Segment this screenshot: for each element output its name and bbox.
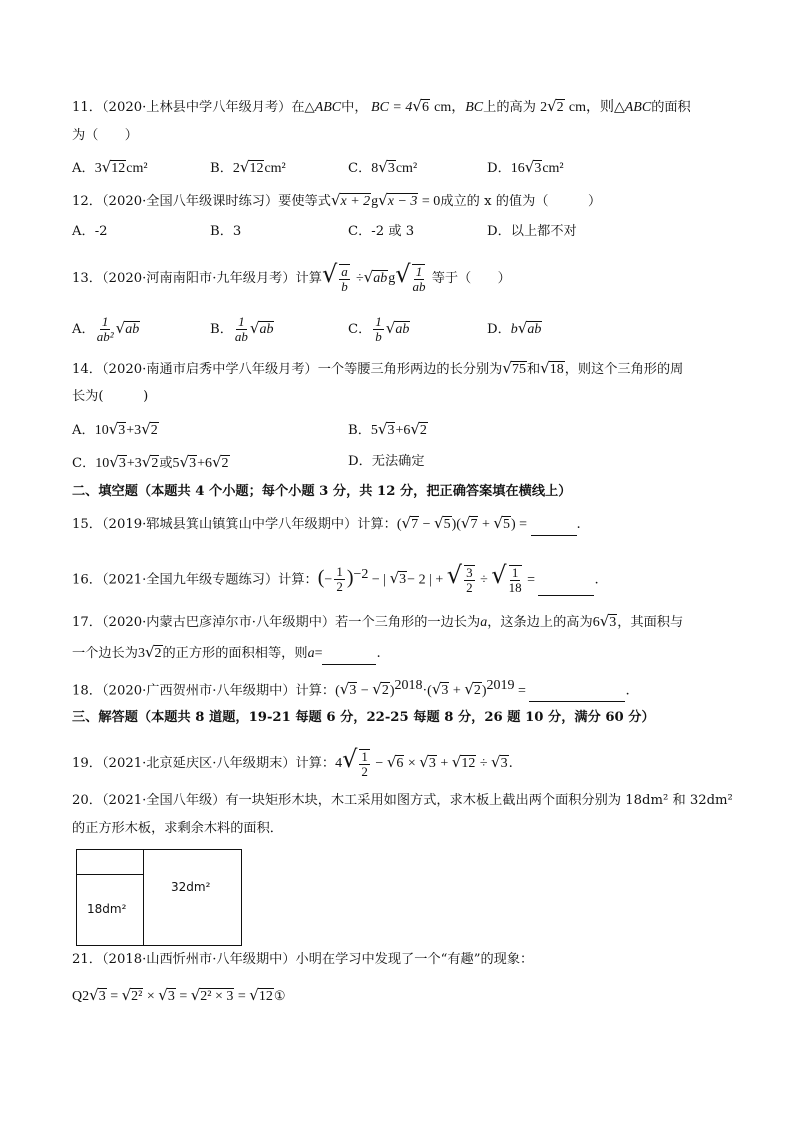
section-3-heading: 三、解答题（本题共 8 道题，19-21 每题 6 分，22-25 每题 8 分，26 题 10 分，满分 60 分） [72, 710, 655, 725]
question-16: 16．（2021·全国九年级专题练习）计算：(− $\frac{1}{2}$ )$^{-2}$ − | √3− 2 | + √ $\frac{3}{2}$ ÷ √ $\frac{1}{18}$ = . [72, 561, 599, 595]
question-18: 18．（2020·广西贺州市·八年级期中）计算：$(√3 - √2)^{2018}\cdot(√3 + √2)^{2019}$ = . [72, 676, 630, 702]
q12-option-a: A．-2 [72, 224, 108, 239]
question-17-line1: 17．（2020·内蒙古巴彦淖尔市·八年级期中）若一个三角形的一边长为a，这条边上的高为6√3，其面积与 [72, 612, 684, 630]
figure-divider-vertical [143, 850, 144, 945]
section-2-heading: 二、填空题（本题共 4 个小题；每个小题 3 分，共 12 分，把正确答案填在横线上） [72, 484, 572, 499]
question-20-line2: 的正方形木板，求剩余木料的面积． [72, 821, 283, 836]
question-15: 15．（2019·郓城县箕山镇箕山中学八年级期中）计算：(√7 − √5)(√7 + √5) = . [72, 513, 581, 536]
q11-option-a: A．3√12cm² [72, 158, 148, 176]
q12-option-b: B．3 [210, 224, 242, 239]
question-20-line1: 20．（2021·全国八年级）有一块矩形木块，木工采用如图方式，求木板上截出两个面积分别为 18dm² 和 32dm² [72, 793, 733, 808]
question-13-stem: 13．（2020·河南南阳市·九年级月考）计算√ $\frac{a}{b}$ ÷√abg√ $\frac{1}{ab}$ 等于（ ） [72, 260, 511, 294]
question-17-line2: 一个边长为3√2的正方形的面积相等，则a= . [72, 642, 381, 665]
question-11-stem: 11．（2020·上林县中学八年级月考）在△ABC中， BC = 4√6 cm，BC上的高为 2√2 cm，则△ABC的面积 [72, 97, 691, 115]
question-21-line1: 21．（2018·山西忻州市·八年级期中）小明在学习中发现了一个“有趣”的现象： [72, 952, 534, 967]
question-14-stem-line2: 长为( ) [72, 389, 149, 404]
q11-option-b: B．2√12cm² [210, 158, 286, 176]
question-14-stem: 14．（2020·南通市启秀中学八年级月考）一个等腰三角形两边的长分别为√75和√18，则这个三角形的周 [72, 359, 684, 377]
figure-label-18dm2: 18dm² [87, 902, 127, 916]
q14-option-a: A．10√3+3√2 [72, 420, 158, 438]
q14-option-b: B．5√3+6√2 [348, 420, 427, 438]
question-11-stem-line2: 为（ ） [72, 128, 138, 143]
q13-option-b: B． $\frac{1}{ab}$ √ab [210, 314, 274, 344]
q15-answer-blank[interactable] [531, 515, 577, 536]
figure-divider-horizontal [77, 874, 143, 875]
q14-option-d: D．无法确定 [348, 454, 425, 469]
q13-option-a: A． $\frac{1}{\text{ab²}}$ √ab [72, 314, 140, 344]
q12-option-d: D．以上都不对 [487, 224, 577, 239]
figure-label-32dm2: 32dm² [171, 880, 211, 894]
q13-option-c: C． $\frac{1}{b}$ √ab [348, 314, 410, 344]
q11-option-c: C．8√3cm² [348, 158, 418, 176]
q12-option-c: C．-2 或 3 [348, 224, 415, 239]
rectangle-wood-figure [76, 849, 242, 946]
question-21-expression: Q2√3 = √2² × √3 = √2² × 3 = √12① [72, 986, 286, 1004]
q14-option-c: C．10√3+3√2或5√3+6√2 [72, 453, 229, 471]
q18-answer-blank[interactable] [529, 681, 625, 702]
q13-option-d: D．b√ab [487, 319, 542, 337]
q17-answer-blank[interactable] [322, 644, 376, 665]
q11-option-d: D．16√3cm² [487, 158, 564, 176]
q16-answer-blank[interactable] [538, 565, 594, 596]
question-12-stem: 12．（2020·全国八年级课时练习）要使等式√x + 2g√x − 3 = 0成立的 x 的值为（ ） [72, 191, 602, 209]
question-19: 19．（2021·北京延庆区·八年级期末）计算：4√ $\frac{1}{2}$ − √6 × √3 + √12 ÷ √3. [72, 745, 513, 779]
